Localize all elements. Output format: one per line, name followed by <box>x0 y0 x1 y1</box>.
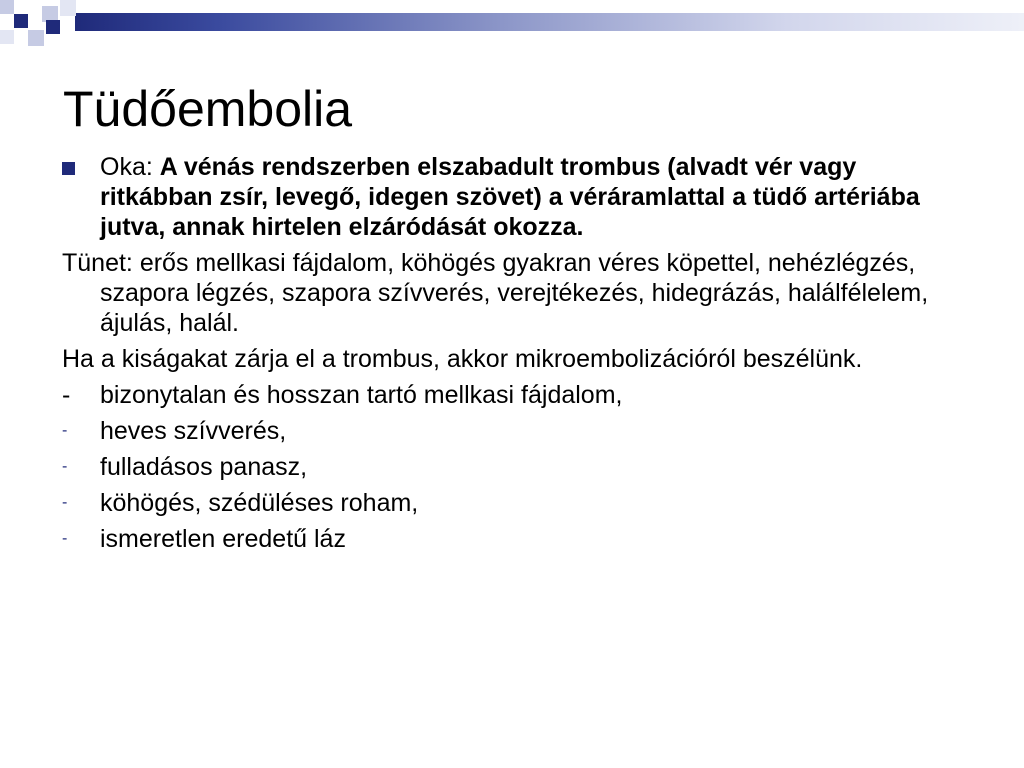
tunet-text: Tünet: erős mellkasi fájdalom, köhögés gyakran véres köpettel, nehézlégzés, szapora légzés, szapora szívverés, verejtékezés, hidegrázás, halálfélelem, ájulás, halál. <box>62 249 929 337</box>
oka-label: Oka: <box>100 153 160 181</box>
dash-item-2 <box>62 416 962 446</box>
dash-item-text: fulladásos panasz, <box>100 453 308 481</box>
dash-item-3 <box>62 452 962 482</box>
decor-square-1 <box>0 0 14 14</box>
bullet-oka <box>62 152 962 242</box>
kisagak-text: Ha a kiságakat zárja el a trombus, akkor mikroembolizációról beszélünk. <box>62 345 863 373</box>
dash-bullet-icon: - <box>62 458 68 475</box>
dash-bullet-icon: - <box>62 530 68 547</box>
dash-marker: - <box>62 381 71 409</box>
dash-item-1 <box>62 380 962 410</box>
dash-bullet-icon: - <box>62 422 68 439</box>
dash-item-4 <box>62 488 962 518</box>
slide-title: Tüdőembolia <box>63 81 353 137</box>
header-decoration <box>0 0 1024 60</box>
para-tunet <box>62 248 962 338</box>
decor-square-6 <box>28 30 44 46</box>
decor-square-7 <box>46 20 60 34</box>
decor-square-2 <box>14 14 28 28</box>
dash-item-text: bizonytalan és hosszan tartó mellkasi fájdalom, <box>100 381 623 409</box>
decor-square-5 <box>60 0 76 16</box>
dash-item-5 <box>62 524 962 554</box>
oka-text: A vénás rendszerben elszabadult trombus (alvadt vér vagy ritkábban zsír, levegő, idegen szövet) a véráramlattal a tüdő artériába jutva, annak hirtelen elzáródását okozza. <box>100 153 920 241</box>
decor-square-3 <box>28 0 42 14</box>
dash-item-text: köhögés, szédüléses roham, <box>100 489 419 517</box>
dash-item-text: ismeretlen eredetű láz <box>100 525 346 553</box>
dash-item-text: heves szívverés, <box>100 417 287 445</box>
gradient-bar <box>75 13 1024 31</box>
dash-bullet-icon: - <box>62 494 68 511</box>
square-bullet-icon <box>62 162 75 175</box>
decor-square-8 <box>0 30 14 44</box>
para-kisagak <box>62 344 962 374</box>
slide-body <box>62 152 962 560</box>
